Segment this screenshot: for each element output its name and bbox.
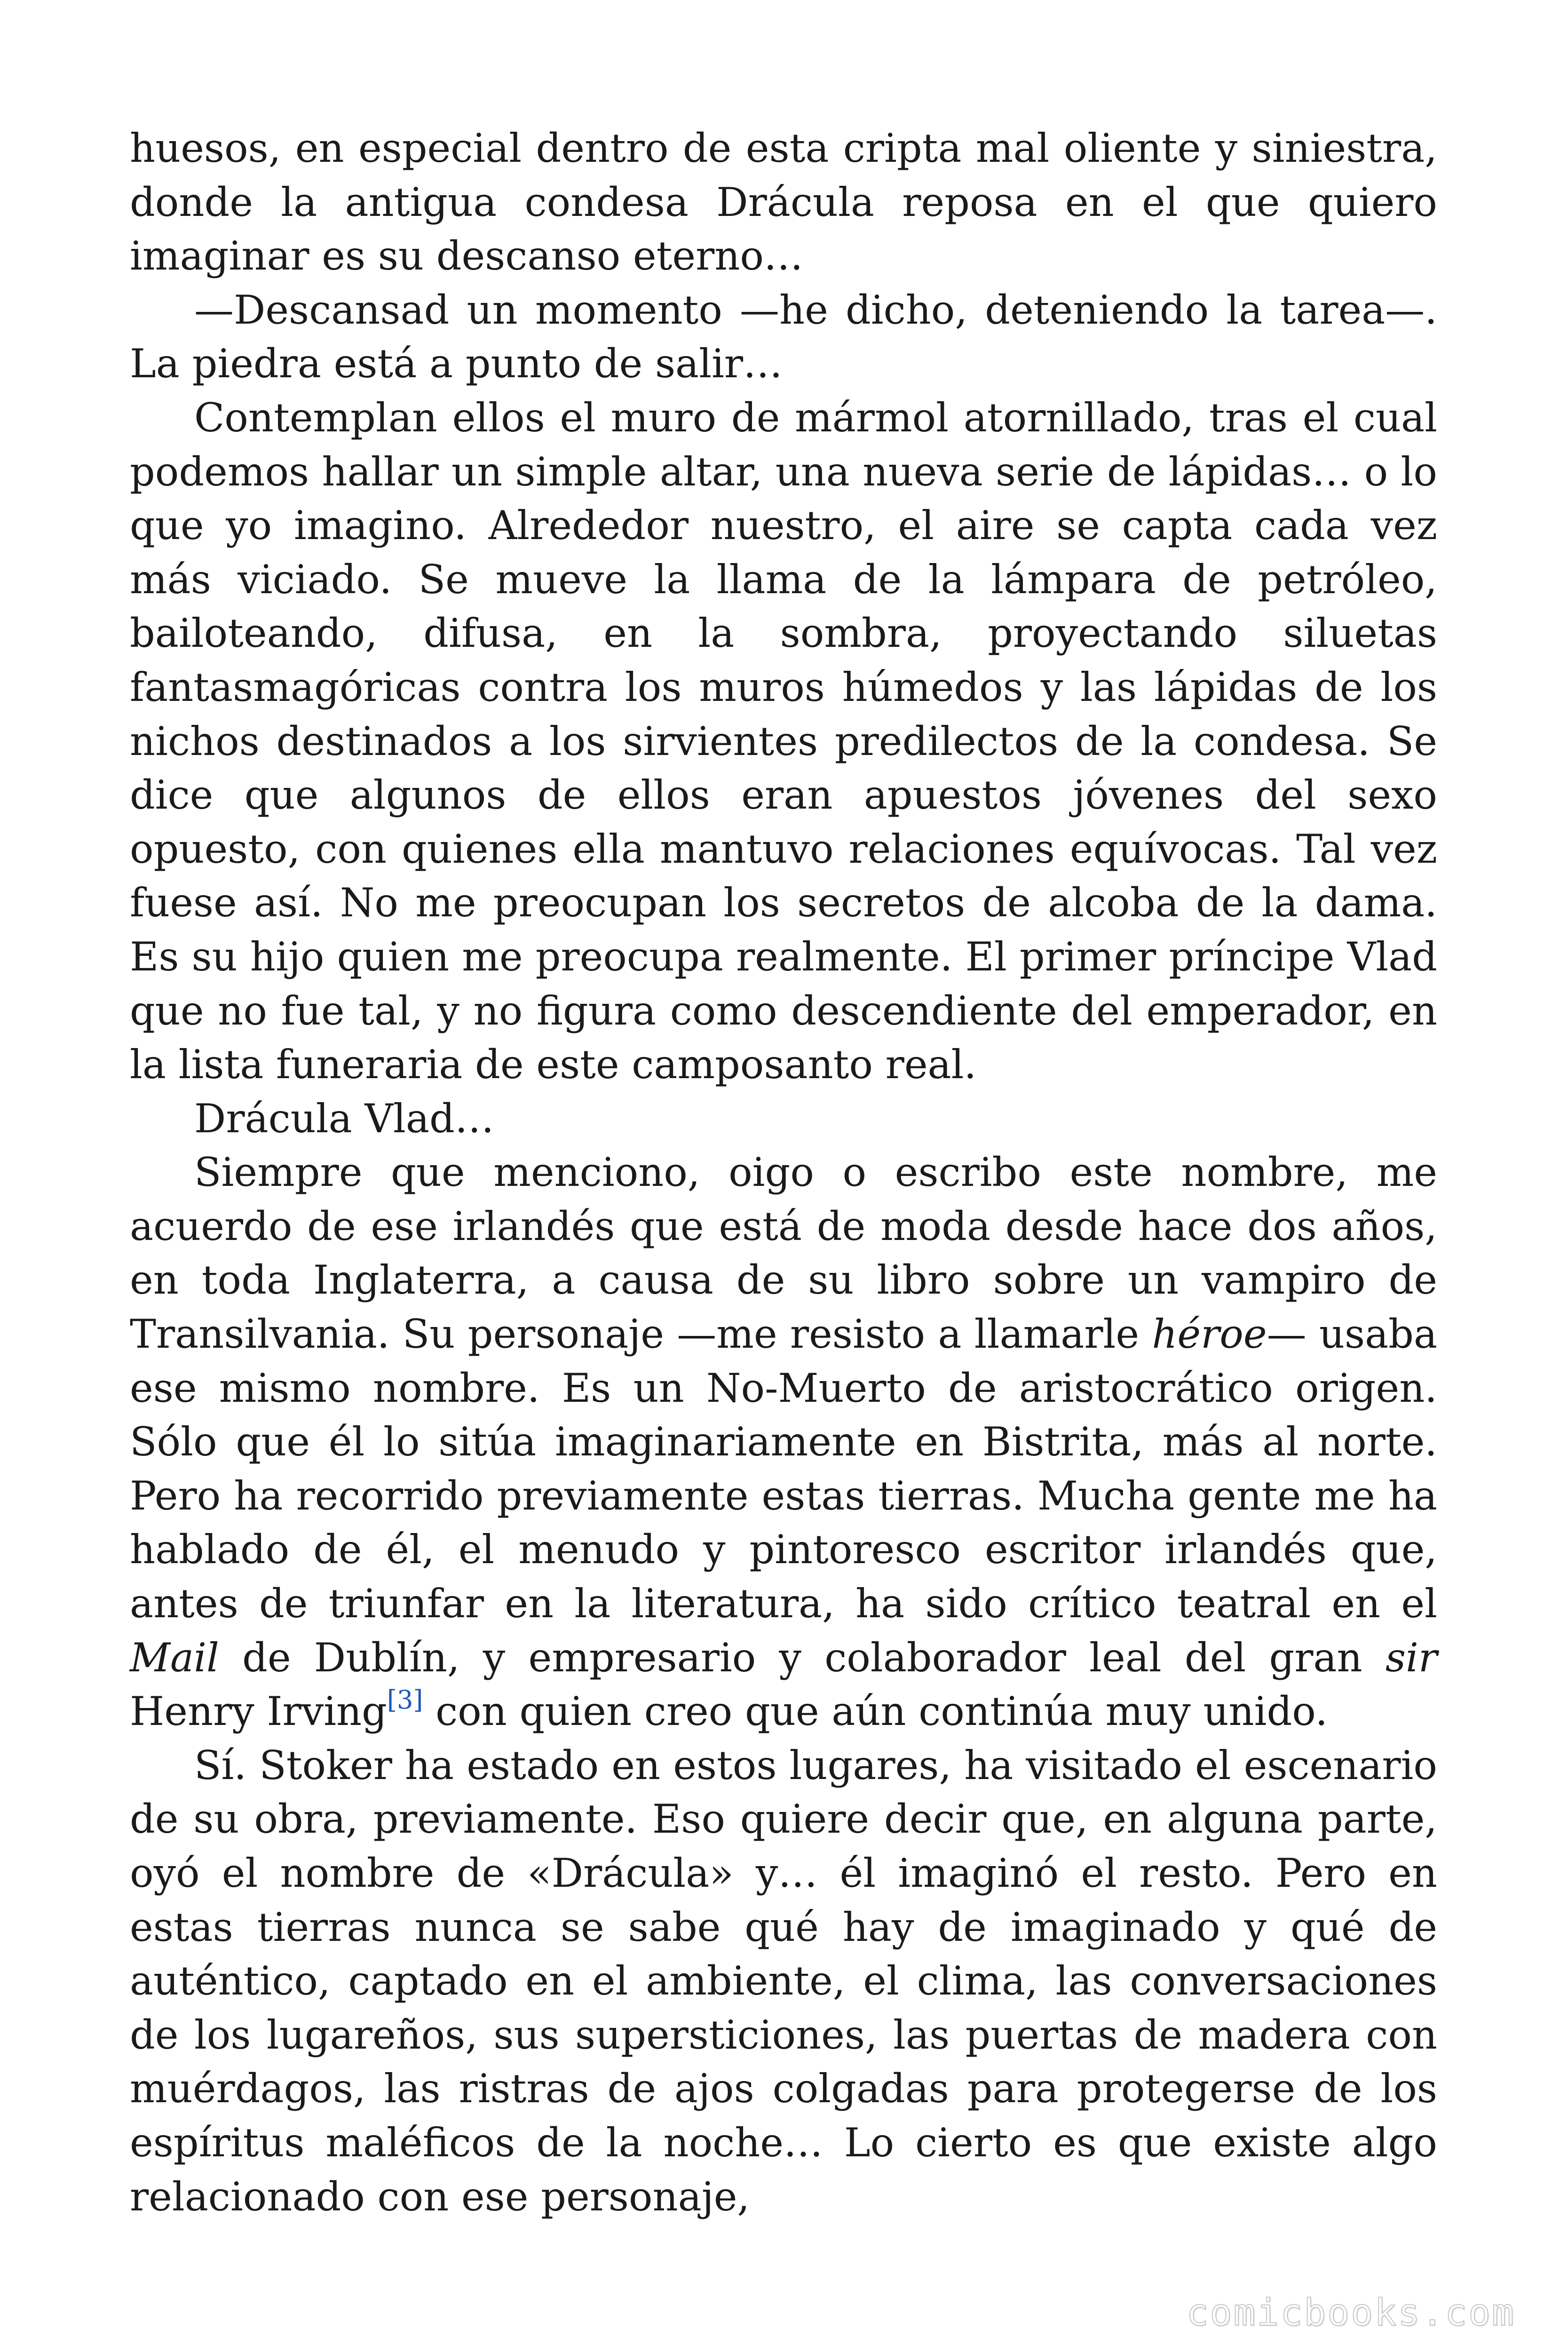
paragraph [130,121,1437,283]
text-run: Sí. Stoker ha estado en estos lugares, ha visitado el escenario de su obra, previamente. Eso quiere decir que, en alguna parte, oyó el nombre de «Drácula» y… él imaginó el resto. Pero en estas tierras nunca se sabe qué hay de imaginado y qué de auténtico, captado en el ambiente, el clima, las conversaciones de los lugareños, sus supersticiones, las puertas de madera con muérdagos, las ristras de ajos colgadas para protegerse de los espíritus maléficos de la noche… Lo cierto es que existe algo relacionado con ese personaje, [130,1742,1437,2220]
footnote-link[interactable]: [3] [387,1685,423,1715]
text-run: Drácula Vlad… [194,1095,494,1142]
paragraph [130,1739,1437,2224]
text-run: Siempre que menciono, oigo o escribo este nombre, me acuerdo de ese irlandés que está de moda desde hace dos años, en toda Inglaterra, a causa de su libro sobre un vampiro de Transilvania. Su personaje —me resisto a llamarle [130,1149,1437,1358]
italic-text: Mail [130,1634,219,1681]
italic-text: sir [1385,1634,1437,1681]
paragraph [130,1092,1437,1146]
paragraph [130,391,1437,1092]
book-page-body [130,121,1437,2224]
watermark: comicbooks.com [1186,2292,1515,2334]
text-run: de Dublín, y empresario y colaborador leal del gran [219,1634,1386,1681]
italic-text: héroe [1152,1311,1267,1358]
text-run: — usaba ese mismo nombre. Es un No-Muerto de aristocrático origen. Sólo que él lo sitúa imaginariamente en Bistrita, más al norte. Pero ha recorrido previamente estas tierras. Mucha gente me ha hablado de él, el menudo y pintoresco escritor irlandés que, antes de triunfar en la literatura, ha sido crítico teatral en el [130,1311,1437,1627]
paragraph [130,1145,1437,1739]
text-run: huesos, en especial dentro de esta cripta mal oliente y siniestra, donde la antigua condesa Drácula reposa en el que quiero imaginar es su descanso eterno… [130,125,1437,279]
text-run: —Descansad un momento —he dicho, deteniendo la tarea—. La piedra está a punto de salir… [130,286,1437,387]
paragraph [130,283,1437,391]
text-run: Henry Irving [130,1688,387,1735]
text-run: Contemplan ellos el muro de mármol atornillado, tras el cual podemos hallar un simple altar, una nueva serie de lápidas… o lo que yo imagino. Alrededor nuestro, el aire se capta cada vez más viciado. Se mueve la llama de la lámpara de petróleo, bailoteando, difusa, en la sombra, proyectando siluetas fantasmagóricas contra los muros húmedos y las lápidas de los nichos destinados a los sirvientes predilectos de la condesa. Se dice que algunos de ellos eran apuestos jóvenes del sexo opuesto, con quienes ella mantuvo relaciones equívocas. Tal vez fuese así. No me preocupan los secretos de alcoba de la dama. Es su hijo quien me preocupa realmente. El primer príncipe Vlad que no fue tal, y no figura como descendiente del emperador, en la lista funeraria de este camposanto real. [130,394,1437,1088]
text-run: con quien creo que aún continúa muy unido. [423,1688,1328,1735]
